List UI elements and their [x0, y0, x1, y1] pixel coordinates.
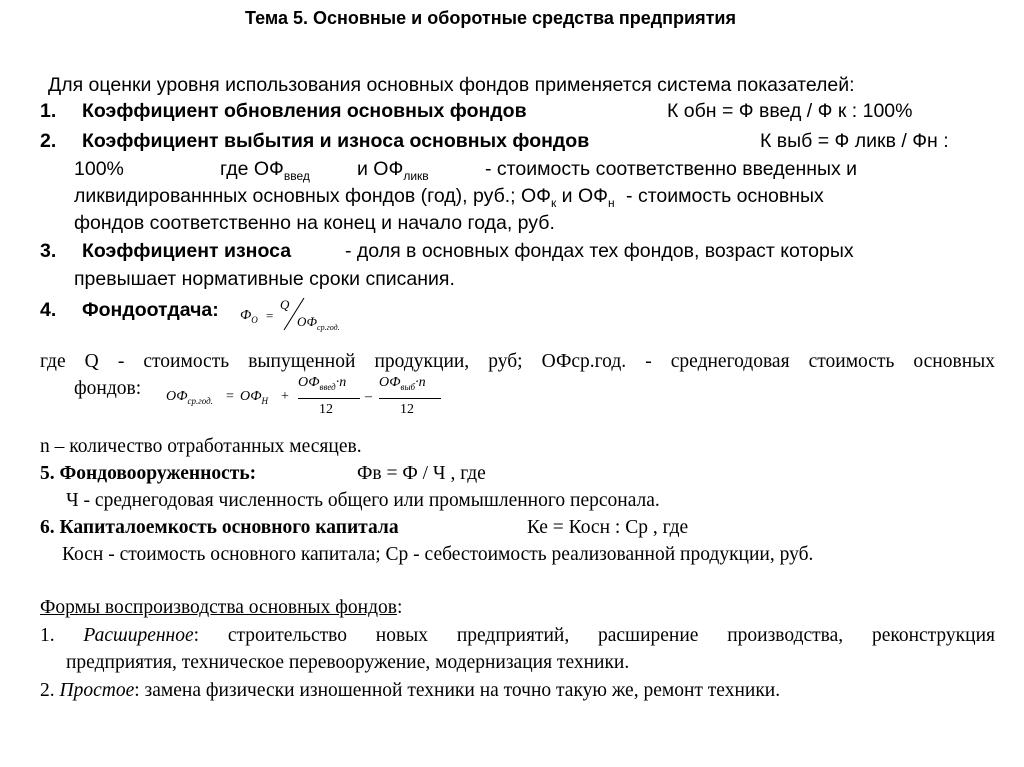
sub-vved: введ: [283, 169, 310, 183]
avg-minus: –: [365, 389, 372, 404]
fo-den-text: ОФ: [297, 314, 318, 329]
avg-plus: +: [281, 389, 289, 404]
frac2-denominator: 12: [400, 402, 414, 417]
frac2-mul: ·n: [415, 375, 426, 390]
item6-desc: Косн - стоимость основного капитала; Ср - себестоимость реализованной продукции, руб.: [62, 544, 814, 565]
n-line: n – количество отработанных месяцев.: [40, 436, 362, 457]
avg-term1-text: ОФ: [240, 389, 262, 404]
fo-den-sub: ср.год.: [317, 323, 340, 332]
sub-n: н: [607, 196, 615, 210]
frac1-mul: ·n: [335, 375, 347, 390]
frac2-bar: [379, 398, 441, 399]
item2-name: Коэффициент выбытия и износа основных фондов: [82, 130, 590, 152]
and-of-text: и ОФ: [357, 158, 404, 180]
item3-line2: превышает нормативные сроки списания.: [74, 268, 455, 290]
sub-likv: ликв: [403, 169, 429, 183]
item2-line2-end: - стоимость соответственно введенных и: [485, 158, 858, 180]
form1-text: : строительство новых предприятий, расширение производства, реконструкция: [193, 625, 995, 646]
avg-eq: =: [226, 389, 234, 404]
item5-name: 5. Фондовооруженность:: [40, 463, 257, 484]
item2-100pct: 100%: [74, 158, 124, 180]
item6-name: 6. Капиталоемкость основного капитала: [40, 517, 399, 538]
item3-number: 3.: [40, 240, 57, 262]
page-title: Тема 5. Основные и оборотные средства предприятия: [245, 8, 736, 28]
intro-text: Для оценки уровня использования основных фондов применяется система показателей:: [48, 74, 855, 96]
avg-lhs: [166, 389, 213, 406]
fo-lhs-text: Ф: [240, 308, 252, 323]
form2-text: : замена физически изношенной техники на точно такую же, ремонт техники.: [134, 680, 781, 701]
item2-line3: [74, 185, 824, 210]
item4-number: 4.: [40, 299, 57, 321]
item1-name: Коэффициент обновления основных фондов: [82, 100, 527, 122]
avg-lhs-sub: ср.год.: [187, 396, 213, 406]
item6-formula: Ке = Косн : Ср , где: [527, 517, 689, 538]
frac2-num-sub: выб: [400, 382, 416, 392]
where-q-line2: фондов:: [74, 378, 142, 399]
frac2-num-text: ОФ: [379, 375, 401, 390]
forms-heading: Формы воспроизводства основных фондов: [40, 597, 397, 618]
form2-name: Простое: [59, 680, 135, 701]
item2-line2: [74, 158, 124, 181]
frac1-denominator: 12: [319, 402, 333, 417]
fo-numerator: Q: [280, 297, 290, 312]
item1-formula: К обн = Ф введ / Ф к : 100%: [667, 100, 913, 122]
item2-line2-where: [220, 158, 310, 183]
fo-eq: =: [266, 308, 274, 323]
form1-name: Расширенное: [83, 625, 194, 646]
item2-formula: К выб = Ф ликв / Фн :: [760, 130, 949, 152]
item2-line3-a: ликвидированнных основных фондов (год), руб.; ОФ: [74, 185, 551, 207]
form1-number: 1.: [40, 625, 55, 646]
form2-number: 2.: [40, 680, 55, 701]
item2-line3-b: и ОФ: [561, 185, 608, 207]
item3-name: Коэффициент износа: [82, 240, 292, 262]
forms-heading-colon: :: [396, 597, 403, 618]
item2-number: 2.: [40, 130, 57, 152]
item2-line3-c: - стоимость основных: [626, 185, 824, 207]
sub-k: к: [550, 196, 557, 210]
form2-line: [40, 680, 780, 702]
item2-line4: фондов соответственно на конец и начало года, руб.: [74, 212, 555, 234]
frac2-numerator: [379, 375, 426, 392]
form1-line2: предприятия, техническое перевооружение, модернизация техники.: [66, 652, 630, 673]
frac1-num-text: ОФ: [298, 375, 320, 390]
where-q-line1: где Q - стоимость выпущенной продукции, руб; ОФср.год. - среднегодовая стоимость основных: [40, 351, 995, 372]
frac1-numerator: [298, 375, 346, 392]
fo-denominator: [297, 314, 340, 332]
forms-heading-line: [40, 597, 402, 619]
fo-lhs-sub: О: [251, 315, 258, 325]
frac1-bar: [298, 398, 360, 399]
avg-term1: [240, 389, 268, 406]
item1-number: 1.: [40, 100, 57, 122]
item4-name: Фондоотдача:: [82, 299, 219, 321]
where-of-text: где ОФ: [220, 158, 284, 180]
item3-line1: - доля в основных фондах тех фондов, возраст которых: [345, 240, 854, 262]
avg-term1-sub: Н: [261, 396, 269, 406]
item5-formula: Фв = Ф / Ч , где: [357, 463, 486, 484]
frac1-num-sub: введ: [319, 382, 336, 392]
item5-desc: Ч - среднегодовая численность общего или промышленного персонала.: [66, 490, 660, 511]
fo-lhs: [240, 308, 258, 325]
form1-line1: [40, 625, 995, 647]
avg-lhs-text: ОФ: [166, 389, 188, 404]
item2-line2-and: [357, 158, 429, 183]
